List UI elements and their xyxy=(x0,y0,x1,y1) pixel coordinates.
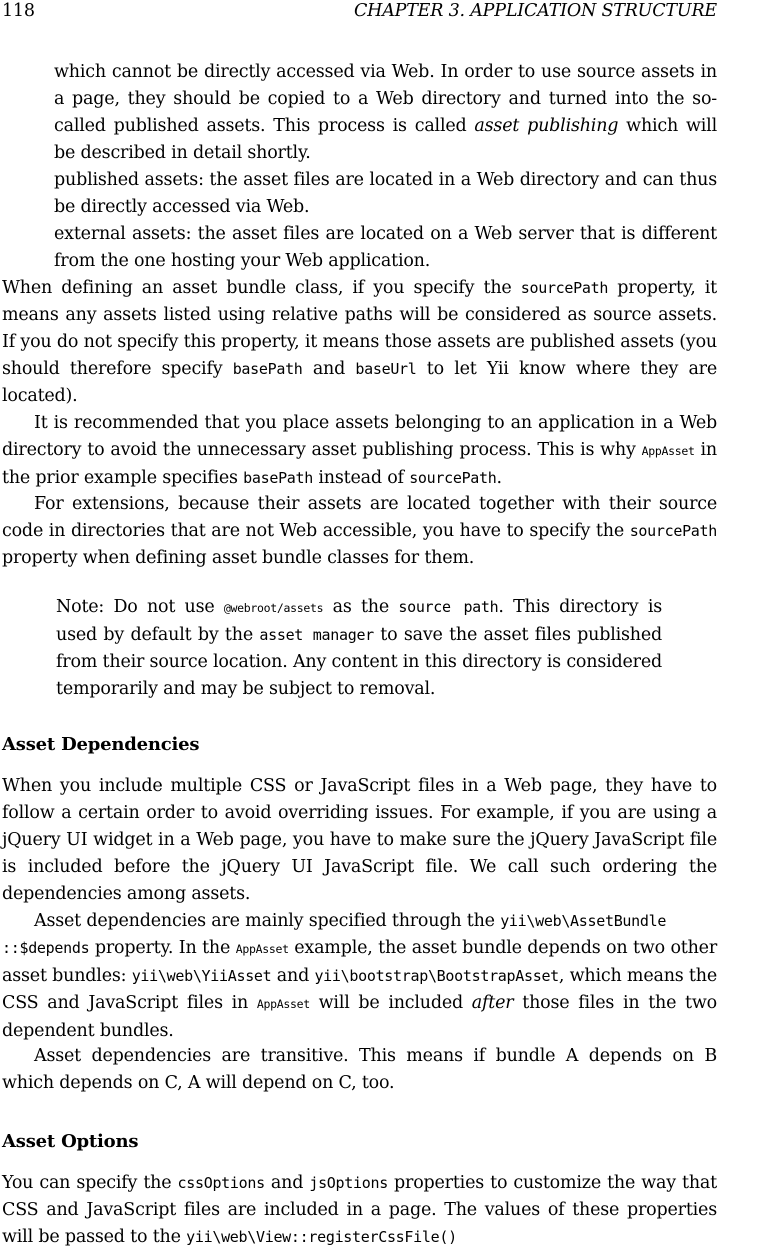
code-sourcepath: sourcePath xyxy=(520,279,609,297)
code-jsoptions: jsOptions xyxy=(309,1174,388,1192)
note-block: Note: Do not use @webroot/assets as the source path. This directory is used by default by the asset manager to save the asset files published from their source location. Any content in this directory is considered temporarily and may be subject to removal. xyxy=(56,597,662,699)
code-appasset: AppAsset xyxy=(641,444,695,458)
paragraph-transitive: Asset dependencies are transitive. This means if bundle A depends on B which depends on C, A will depend on C, too. xyxy=(2,1046,717,1093)
code-assetbundle: yii\web\AssetBundle xyxy=(500,912,667,930)
list-item-source-assets: which cannot be directly accessed via Web. In order to use source assets in a page, they should be copied to a Web directory and turned into the so-called published assets. This process is called asset publishing which will be described in detail shortly. xyxy=(54,62,717,163)
code-depends: ::$depends xyxy=(2,939,90,957)
code-cssoptions: cssOptions xyxy=(177,1174,265,1192)
paragraph-asset-options: You can specify the cssOptions and jsOptions properties to customize the way that CSS and JavaScript files are included in a page. The values of these properties will be passed to the yii\web\View::registerCssFile() xyxy=(2,1173,717,1247)
emphasis-asset-publishing: asset publishing xyxy=(474,116,619,136)
paragraph-recommendation: It is recommended that you place assets belonging to an application in a Web directory to avoid the unnecessary asset publishing process. This is why AppAsset in the prior example specifies basePath instead of sourcePath. xyxy=(2,413,717,488)
paragraph-extensions: For extensions, because their assets are located together with their source code in directories that are not Web accessible, you have to specify the sourcePath property when defining asset bundle classes for them. xyxy=(2,494,717,568)
chapter-title: CHAPTER 3. APPLICATION STRUCTURE xyxy=(353,1,717,21)
code-appasset: AppAsset xyxy=(235,942,289,956)
code-sourcepath: sourcePath xyxy=(409,469,497,487)
running-header xyxy=(2,0,717,22)
page-number: 118 xyxy=(2,1,35,21)
code-baseurl: baseUrl xyxy=(355,360,417,378)
paragraph-depends-property: Asset dependencies are mainly specified through the yii\web\AssetBundle ::$depends property. In the AppAsset example, the asset bundle depends on two other asset bundles: yii\web\YiiAsset and yii\bootstrap\BootstrapAsset, which means the CSS and JavaScript files in AppAsset will be included after those files in the two dependent bundles. xyxy=(2,911,718,1041)
section-heading-asset-dependencies: Asset Dependencies xyxy=(2,734,200,755)
section-heading-asset-options: Asset Options xyxy=(2,1131,139,1152)
code-registercssfile: yii\web\View::registerCssFile() xyxy=(186,1228,457,1246)
code-asset-manager: asset manager xyxy=(259,626,374,644)
paragraph-source-path: When defining an asset bundle class, if you specify the sourcePath property, it means any assets listed using relative paths will be considered as source assets. If you do not specify this property, it means those assets are published assets (you should therefore specify basePath and baseUrl to let Yii know where they are located). xyxy=(2,278,717,406)
code-basepath: basePath xyxy=(243,469,313,487)
code-yiiasset: yii\web\YiiAsset xyxy=(131,967,272,985)
code-sourcepath: sourcePath xyxy=(629,522,717,540)
emphasis-after: after xyxy=(471,993,514,1013)
list-item-published-assets: published assets: the asset files are located in a Web directory and can thus be directly accessed via Web. xyxy=(54,170,717,217)
code-webroot-assets: @webroot/assets xyxy=(223,601,324,615)
code-appasset: AppAsset xyxy=(256,997,310,1011)
list-item-external-assets: external assets: the asset files are located on a Web server that is different from the one hosting your Web application. xyxy=(54,224,717,271)
code-bootstrapasset: yii\bootstrap\BootstrapAsset xyxy=(314,967,559,985)
code-basepath: basePath xyxy=(232,360,303,378)
code-source-path: source path xyxy=(398,598,499,616)
paragraph-dependencies-intro: When you include multiple CSS or JavaScript files in a Web page, they have to follow a certain order to avoid overriding issues. For example, if you are using a jQuery UI widget in a Web page, you have to make sure the jQuery JavaScript file is included before the jQuery UI JavaScript file. We call such ordering the dependencies among assets. xyxy=(2,776,717,904)
